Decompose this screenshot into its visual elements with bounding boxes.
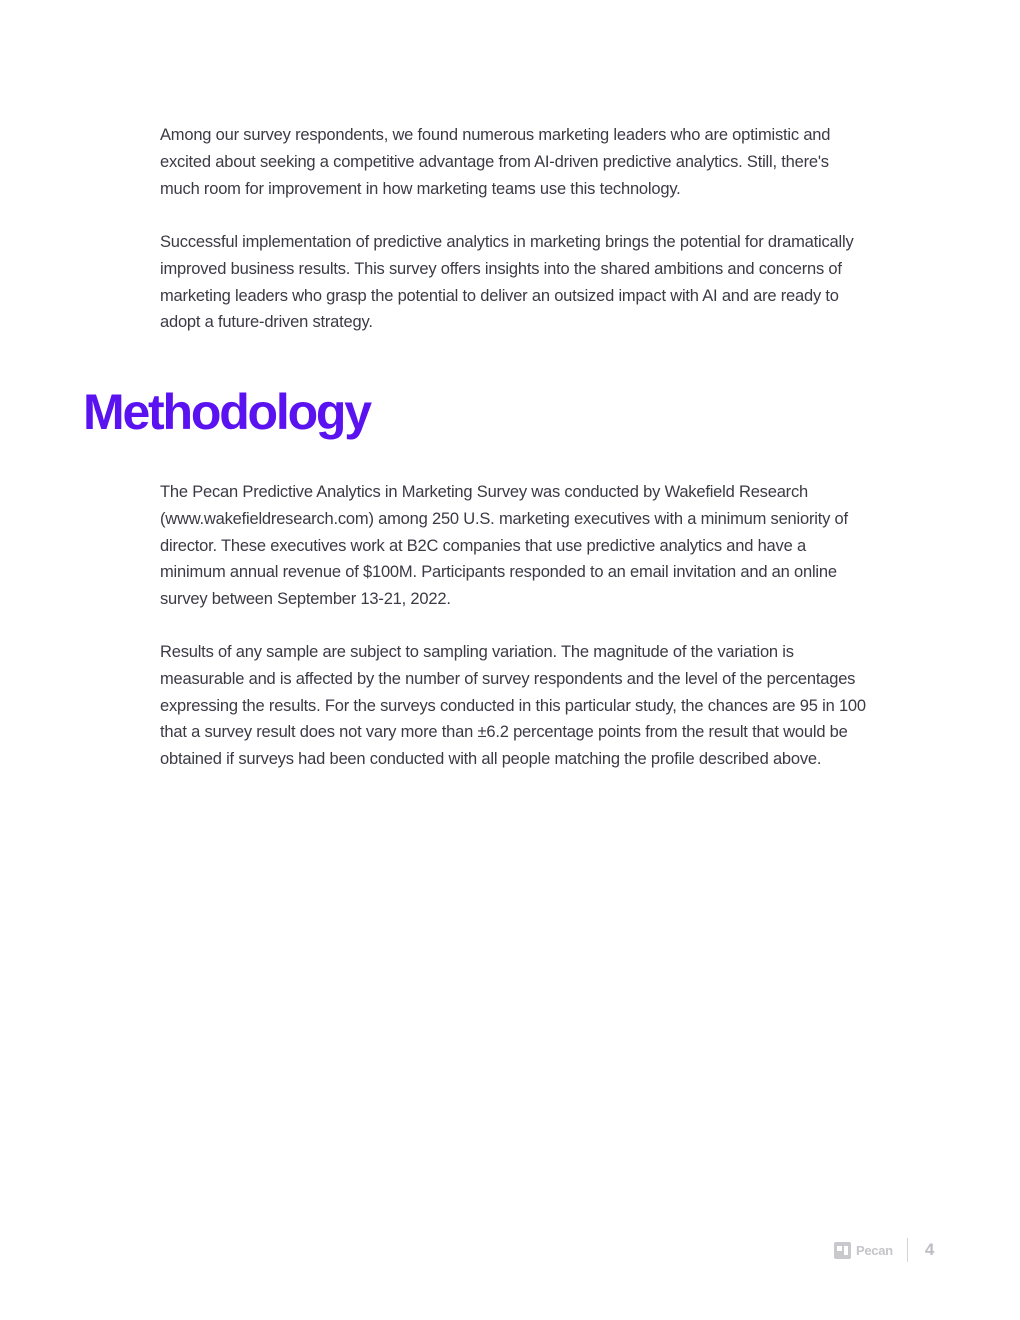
brand-name: Pecan (856, 1242, 893, 1258)
pecan-logo-icon (834, 1242, 851, 1259)
methodology-paragraph-1: The Pecan Predictive Analytics in Marketing Survey was conducted by Wakefield Research (www.wakefieldresearch.com) among 250 U.S. marketing executives with a minimum seniority of director. These executives work at B2C companies that use predictive analytics and have a minimum annual revenue of $100M. Participants responded to an email invitation and an online survey between September 13-21, 2022. (160, 483, 848, 609)
page-number: 4 (924, 1240, 935, 1259)
page-footer (834, 1236, 934, 1264)
footer-divider (907, 1238, 908, 1262)
intro-paragraph-1: Among our survey respondents, we found numerous marketing leaders who are optimistic and excited about seeking a competitive advantage from AI-driven predictive analytics. Still, there's much room for improvement in how marketing teams use this technology. (160, 126, 831, 198)
intro-paragraph-2: Successful implementation of predictive analytics in marketing brings the potential for dramatically improved business results. This survey offers insights into the shared ambitions and concerns of marketing leaders who grasp the potential to deliver an outsized impact with AI and are ready to adopt a future-driven strategy. (160, 233, 854, 332)
methodology-paragraph-2: Results of any sample are subject to sampling variation. The magnitude of the variation is measurable and is affected by the number of survey respondents and the level of the percentages expressing the results. For the surveys conducted in this particular study, the chances are 95 in 100 that a survey result does not vary more than ±6.2 percentage points from the result that would be obtained if surveys had been conducted with all people matching the profile described above. (160, 643, 866, 769)
section-title: Methodology (83, 384, 370, 440)
